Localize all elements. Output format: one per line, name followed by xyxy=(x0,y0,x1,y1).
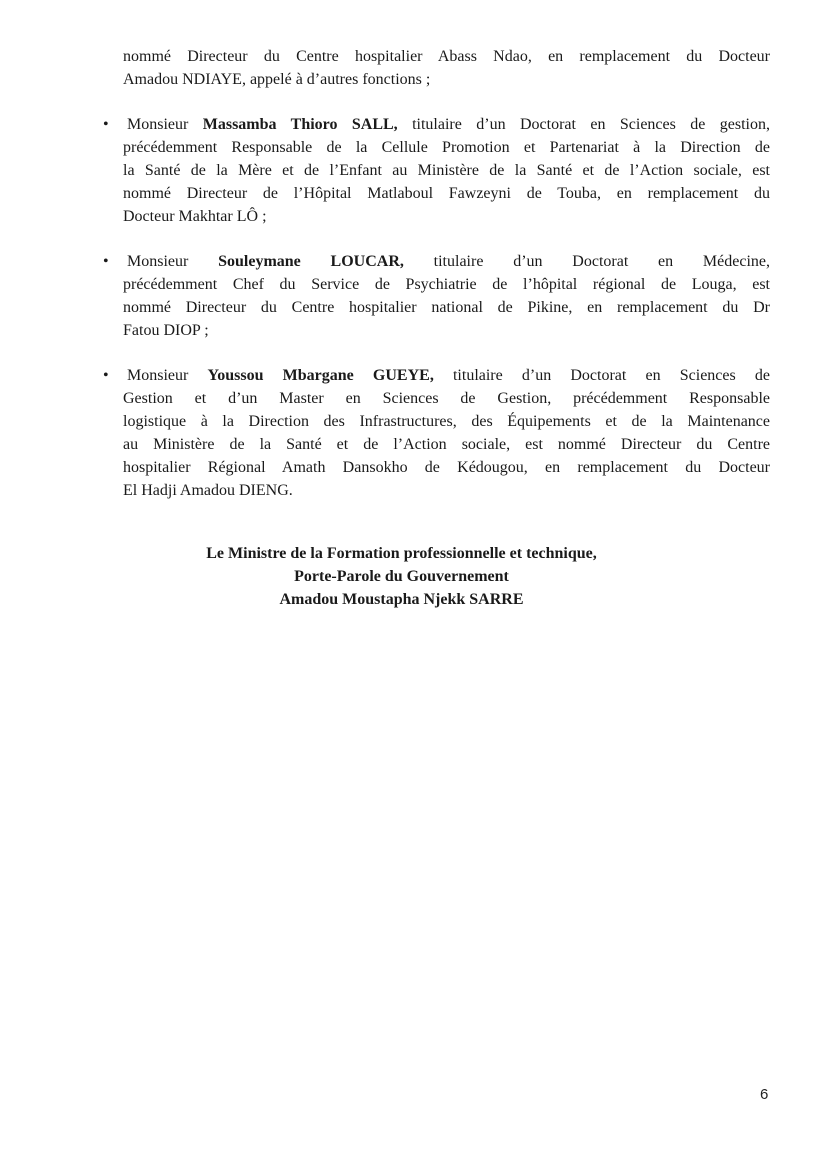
appointment-item-loucar xyxy=(103,250,770,342)
bullet-icon: • xyxy=(103,116,109,133)
appointment-item-sall xyxy=(103,113,771,228)
monsieur-prefix: Monsieur xyxy=(127,253,219,270)
paragraph-line: hospitalier Régional Amath Dansokho de Kédougou, en remplacement du Docteur xyxy=(123,459,770,476)
bullet-icon: • xyxy=(103,253,109,270)
paragraph-line: la Santé de la Mère et de l’Enfant au Ministère de la Santé et de l’Action sociale, est xyxy=(123,162,770,179)
page-content xyxy=(103,45,771,611)
signature-block xyxy=(123,542,680,611)
person-name: Massamba Thioro SALL, xyxy=(202,116,398,133)
paragraph-line: précédemment Chef du Service de Psychiatrie de l’hôpital régional de Louga, est xyxy=(123,276,770,293)
monsieur-prefix: Monsieur xyxy=(127,367,208,384)
paragraph-line: Fatou DIOP ; xyxy=(123,322,209,339)
paragraph-line xyxy=(123,364,770,387)
person-name: Youssou Mbargane GUEYE, xyxy=(207,367,434,384)
signature-line: Amadou Moustapha Njekk SARRE xyxy=(279,591,524,608)
first-line-rest: titulaire d’un Doctorat en Sciences de gestion, xyxy=(397,116,771,133)
page-number: 6 xyxy=(760,1086,769,1103)
signature-line: Le Ministre de la Formation professionnelle et technique, xyxy=(206,545,597,562)
paragraph-line xyxy=(123,113,770,136)
paragraph-line: Gestion et d’un Master en Sciences de Gestion, précédemment Responsable xyxy=(123,390,770,407)
first-line-rest: titulaire d’un Doctorat en Sciences de xyxy=(433,367,770,384)
paragraph-line xyxy=(123,250,770,273)
paragraph-line: El Hadji Amadou DIENG. xyxy=(123,482,293,499)
intro-paragraph xyxy=(123,45,770,91)
first-line-rest: titulaire d’un Doctorat en Médecine, xyxy=(403,253,770,270)
signature-line: Porte-Parole du Gouvernement xyxy=(294,568,509,585)
paragraph-line: logistique à la Direction des Infrastructures, des Équipements et de la Maintenance xyxy=(123,413,770,430)
paragraph-line: nommé Directeur du Centre hospitalier Abass Ndao, en remplacement du Docteur xyxy=(123,48,770,65)
paragraph-line: Docteur Makhtar LÔ ; xyxy=(123,208,267,225)
paragraph-line: nommé Directeur du Centre hospitalier national de Pikine, en remplacement du Dr xyxy=(123,299,770,316)
paragraph-line: Amadou NDIAYE, appelé à d’autres fonctions ; xyxy=(123,71,431,88)
monsieur-prefix: Monsieur xyxy=(127,116,203,133)
paragraph-line: au Ministère de la Santé et de l’Action sociale, est nommé Directeur du Centre xyxy=(123,436,770,453)
paragraph-line: précédemment Responsable de la Cellule Promotion et Partenariat à la Direction de xyxy=(123,139,770,156)
person-name: Souleymane LOUCAR, xyxy=(218,253,404,270)
paragraph-line: nommé Directeur de l’Hôpital Matlaboul Fawzeyni de Touba, en remplacement du xyxy=(123,185,770,202)
appointment-item-gueye xyxy=(103,364,770,502)
bullet-icon: • xyxy=(103,367,109,384)
